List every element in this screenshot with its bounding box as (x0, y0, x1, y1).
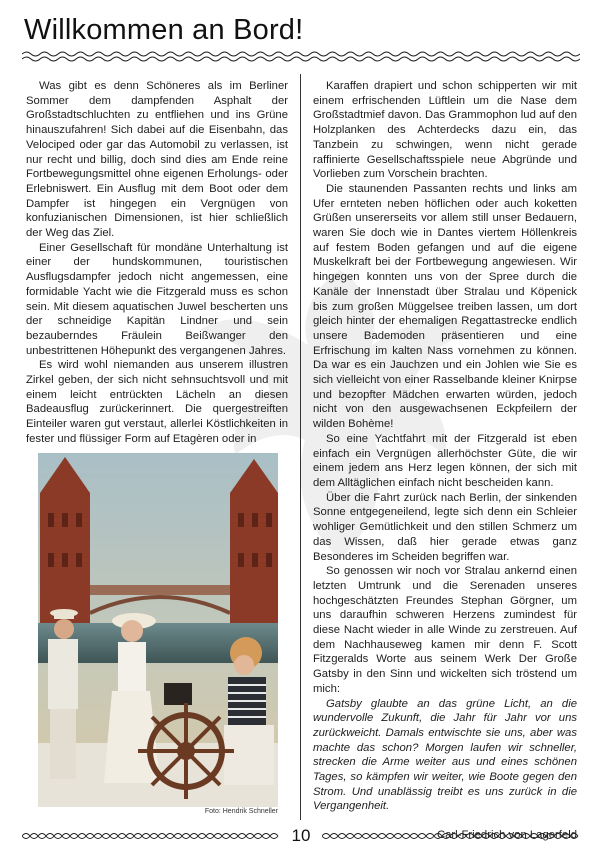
article-paragraph: Die staunenden Passanten rechts und links am Ufer ernteten neben höflichen oder auch koketten Grüßen unsererseits vor allem still unser Bedauern, waren Sie doch wie in Dantes viertem Höllenkreis auf festem Boden gefangen und auf die eigene Muskelkraft bei der Fortbewegung angewiesen. Wir hingegen konnten uns von der Spree durch die Kanäle der Innenstadt über Stralau und Köpenick bis zum großen Müggelsee treiben lassen, um dort gleich hinter der ehemaligen Regattastrecke endlich unsere Bademoden präsentieren und eine Erfrischung im kalten Nass vornehmen zu können. Da war es ein Jauchzen und ein Johlen wie Sie es sich vielleicht von einer Rasselbande kleiner Knirpse und bezopfter Mädchen erwarten würden, jedoch nicht von den ausgewachsenen Eckpfeilern der wilden Bohème! (313, 182, 577, 431)
article-paragraph: Was gibt es denn Schöneres als im Berliner Sommer dem dampfenden Asphalt der Großstadtschluchten zu entfliehen und ins Grüne hinauszufahren! Sich dabei auf die Eisenbahn, das Velociped oder gar das Automobil zu verlassen, ist nur recht und billig, doch sind dies am Ende reine Fortbewegungsmittel ohne eigenen Erholungs- oder Erlebniswert. Ein Ausflug mit dem Boot oder dem Dampfer ist hingegen ein Vergnügen von konfuzianischen Dimensionen, ist hier schließlich der Weg das Ziel. (26, 80, 288, 240)
photo-credit: Foto: Hendrik Schneller (204, 808, 278, 815)
title-wave-ornament (22, 50, 580, 62)
page-number: 10 (291, 826, 311, 845)
footer-wave-ornament (322, 831, 580, 841)
article-paragraph: So genossen wir noch vor Stralau ankernd einen letzten Umtrunk und die Serenaden unseres hochgeschätzten Freundes Stephan Görgner, um uns daraufhin schweren Herzens zumindest für diese Nacht wieder in alle Winde zu zerstreuen. Auf dem Nachhauseweg kamen mir denn F. Scott Fitzgeralds Worte aus seinem Werk Der Große Gatsby in den Sinn und wickelten sich tröstend um mich: (313, 565, 577, 695)
article-paragraph: So eine Yachtfahrt mit der Fitzgerald ist eben einfach ein Vergnügen allerhöchster Güte, die wir einem jedem ans Herz legen können, der sich mit dem Alltäglichen einfach nicht bescheiden kann. (313, 432, 577, 489)
article-right-column (313, 79, 577, 843)
footer-wave-ornament (22, 831, 280, 841)
page-title: Willkommen an Bord! (24, 14, 304, 46)
article-left-column (26, 79, 288, 447)
article-paragraph: Über die Fahrt zurück nach Berlin, der sinkenden Sonne entgegeneilend, legte sich denn ein Schleier wohliger Gemütlichkeit und den stillen Schmerz um das Wissen, daß hier gerade etwas ganz Besonderes im Scheiden begriffen war. (313, 491, 577, 563)
article-paragraph: Einer Gesellschaft für mondäne Unterhaltung ist einer der hundskommunen, touristischen Ausflugsdampfer jedoch nicht angemessen, eine formidable Yacht wie die Fitzgerald muss es schon sein. Mit diesem aquatischen Juwel bescherten uns der schneidige Kapitän Lindner und sein bezauberndes Fräulein Beißwanger den unbestrittenen Höhepunkt des vergangenen Jahres. (26, 241, 288, 357)
yacht-photo (38, 453, 278, 807)
article-paragraph: Es wird wohl niemanden aus unserem illustren Zirkel geben, der sich nicht sehnsuchtsvoll und mit einem leicht entrückten Lächeln an diesen Badeausflug zurückerinnert. Die quergestreiften Einteiler waren gut verstaut, allerlei Köstlichkeiten in fester und flüssiger Form auf Etagèren oder in (26, 359, 288, 445)
article-author: Carl-Friedrich von Lagerfeld (436, 829, 577, 842)
gatsby-quote: Gatsby glaubte an das grüne Licht, an die wundervolle Zukunft, die Jahr für Jahr vor uns zurückweicht. Damals entwischte sie uns, aber was machte das schon? Morgen laufen wir schneller, strecken die Arme weiter aus und eines schönen Tages, so kämpfen wir weiter, wie Boote gegen den Strom. Und unablässig treibt es uns zurück in die Vergangenheit. (313, 697, 577, 813)
article-paragraph: Karaffen drapiert und schon schipperten wir mit einem erfrischenden Lüftlein um die Nase dem Großstadtmief davon. Das Grammophon lud auf den Holzplanken des Achterdecks dazu ein, das Tanzbein zu schwingen, wenn nicht gerade raffinierte Gesellschaftsspiele neue Abgründe und Vorlieben zum Vorschein brachten. (313, 80, 577, 181)
column-divider (300, 74, 301, 820)
